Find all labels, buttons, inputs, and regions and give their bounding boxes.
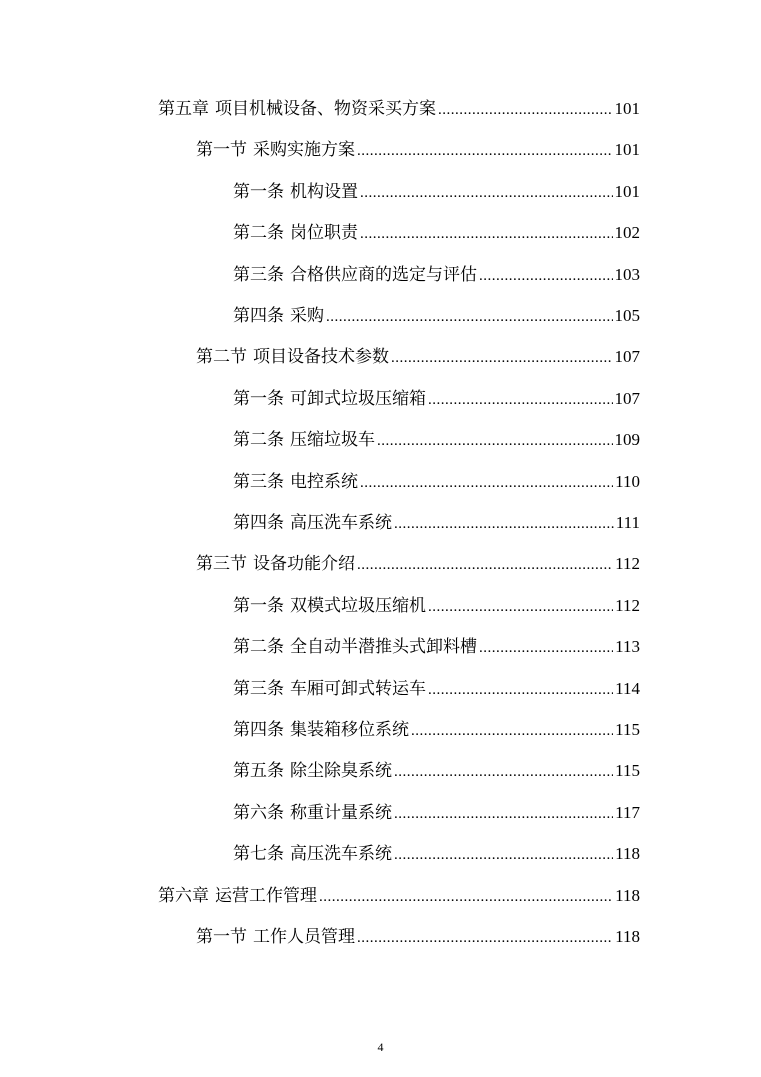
toc-entry[interactable] [233,510,640,536]
toc-entry[interactable] [196,137,640,163]
toc-entry-number: 第一条 [233,388,284,409]
toc-entry-label [233,634,477,660]
toc-entry-number: 第七条 [233,844,284,865]
toc-entry-label [233,593,426,619]
dot-leader [377,428,613,454]
dot-leader [360,180,613,206]
toc-entry-page: 118 [615,844,640,864]
toc-entry-number: 第四条 [233,720,284,740]
toc-entry-label [158,883,317,909]
toc-entry-page: 101 [614,181,640,201]
toc-entry-page: 111 [615,513,640,532]
toc-entry-page: 115 [615,720,640,739]
toc-entry-title: 高压洗车系统 [290,844,392,865]
toc-entry-title: 称重计量系统 [290,802,392,823]
toc-entry-number: 第三节 [196,554,247,575]
toc-entry-label [233,386,426,412]
toc-entry-page: 117 [615,802,640,822]
toc-entry-title: 除尘除臭系统 [290,761,392,782]
toc-entry-page: 114 [615,678,640,698]
toc-entry-number: 第六条 [233,802,284,823]
toc-entry-number: 第五条 [233,761,284,782]
dot-leader [479,635,613,661]
toc-entry-page: 115 [615,761,640,781]
toc-entry-page: 102 [614,223,640,243]
toc-entry-label [196,924,355,950]
toc-entry-label [233,717,409,743]
toc-entry-title: 集装箱移位系统 [290,720,409,740]
toc-entry-number: 第一节 [196,927,247,947]
toc-entry[interactable] [233,427,640,453]
toc-entry[interactable] [196,344,640,370]
toc-entry-label [196,344,389,370]
toc-entry-number: 第一条 [233,181,284,202]
toc-entry-number: 第四条 [233,513,284,533]
toc-entry-title: 项目设备技术参数 [253,347,389,368]
toc-entry-label [233,510,392,536]
toc-entry-label [233,262,477,288]
toc-entry-number: 第二条 [233,223,284,244]
toc-entry-label [233,469,358,495]
toc-entry[interactable] [233,800,640,826]
toc-entry[interactable] [233,758,640,784]
toc-entry-label [233,220,358,246]
dot-leader [428,594,613,620]
toc-entry-label [233,303,324,329]
toc-entry-number: 第五章 [158,99,209,119]
dot-leader [360,470,613,496]
dot-leader [357,138,613,164]
toc-entry[interactable] [233,717,640,743]
toc-entry[interactable] [233,634,640,660]
toc-entry-page: 118 [615,927,640,946]
toc-entry-label [233,676,426,702]
toc-entry-page: 112 [615,554,640,574]
toc-entry-page: 112 [615,595,640,615]
toc-entry-title: 压缩垃圾车 [290,430,375,451]
toc-entry-number: 第四条 [233,306,284,326]
toc-entry-title: 双模式垃圾压缩机 [290,595,426,616]
dot-leader [394,511,614,537]
toc-entry[interactable] [233,262,640,288]
toc-entry-label [233,179,358,205]
toc-entry-number: 第三条 [233,471,284,492]
dot-leader [360,221,613,247]
toc-entry-number: 第一条 [233,595,284,616]
toc-entry-number: 第六章 [158,885,209,906]
toc-entry-page: 113 [615,637,640,657]
toc-entry[interactable] [233,593,640,619]
dot-leader [391,345,613,371]
toc-entry-title: 设备功能介绍 [253,554,355,575]
toc-entry[interactable] [233,179,640,205]
toc-entry-page: 110 [615,471,640,491]
toc-entry-label [196,551,355,577]
toc-entry-page: 107 [614,388,640,408]
toc-entry-title: 采购实施方案 [253,140,355,161]
toc-entry[interactable] [233,220,640,246]
toc-entry-title: 合格供应商的选定与评估 [290,264,477,285]
toc-entry-page: 109 [614,430,640,450]
toc-entry-page: 101 [614,99,640,118]
dot-leader [394,801,613,827]
toc-entry[interactable] [158,883,640,909]
toc-entry-label [158,96,436,122]
toc-entry-title: 采购 [290,306,324,326]
toc-entry-title: 电控系统 [290,471,358,492]
toc-entry-page: 118 [615,885,640,905]
toc-entry-title: 岗位职责 [290,223,358,244]
toc-entry-number: 第三条 [233,264,284,285]
toc-entry-page: 107 [614,347,640,367]
toc-entry[interactable] [196,924,640,950]
toc-entry[interactable] [196,551,640,577]
toc-entry-page: 105 [614,306,640,325]
dot-leader [319,884,613,910]
dot-leader [357,552,613,578]
dot-leader [394,759,613,785]
toc-entry[interactable] [158,96,640,122]
dot-leader [428,387,613,413]
toc-entry-title: 车厢可卸式转运车 [290,678,426,699]
page-number: 4 [377,1040,384,1054]
toc-entry[interactable] [233,303,640,329]
toc-entry-page: 103 [614,264,640,284]
dot-leader [438,97,613,123]
toc-entry-label [233,800,392,826]
toc-entry-number: 第二节 [196,347,247,368]
dot-leader [326,304,613,330]
toc-entry[interactable] [233,386,640,412]
toc-entry-label [233,427,375,453]
toc-entry-number: 第一节 [196,140,247,161]
toc-entry-title: 机构设置 [290,181,358,202]
toc-entry[interactable] [233,676,640,702]
dot-leader [428,677,613,703]
toc-entry-number: 第二条 [233,430,284,451]
dot-leader [357,925,613,951]
dot-leader [479,263,613,289]
toc-entry-label [233,758,392,784]
dot-leader [394,842,613,868]
toc-entry[interactable] [233,841,640,867]
toc-entry-label [233,841,392,867]
toc-entry-label [196,137,355,163]
dot-leader [411,718,613,744]
toc-entry-title: 运营工作管理 [215,885,317,906]
toc-entry[interactable] [233,469,640,495]
toc-entry-title: 全自动半潜推头式卸料槽 [290,637,477,658]
toc-entry-title: 高压洗车系统 [290,513,392,533]
toc-entry-number: 第三条 [233,678,284,699]
toc-entry-page: 101 [614,140,640,160]
toc-entry-number: 第二条 [233,637,284,658]
toc-entry-title: 工作人员管理 [253,927,355,947]
toc-entry-title: 可卸式垃圾压缩箱 [290,388,426,409]
toc-entry-title: 项目机械设备、物资采买方案 [215,99,436,119]
